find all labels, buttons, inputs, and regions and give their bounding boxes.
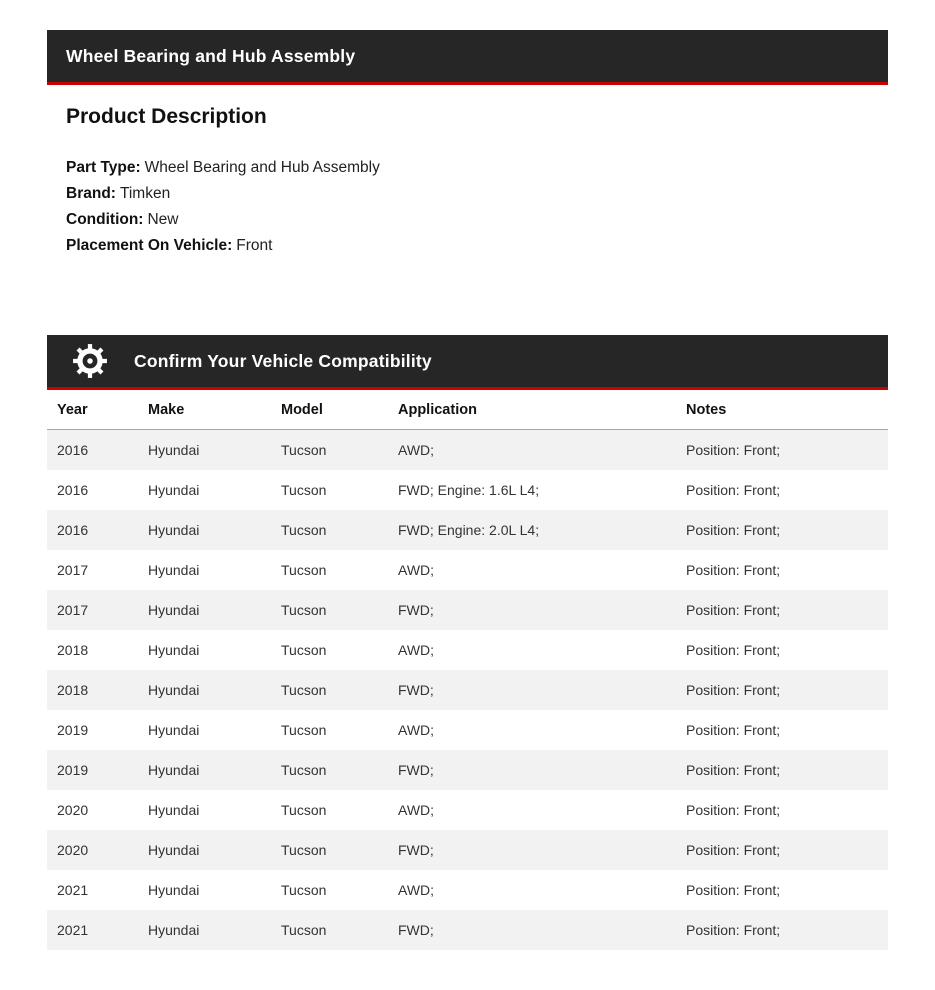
product-title-bar bbox=[47, 30, 888, 85]
table-cell: Hyundai bbox=[148, 842, 200, 858]
table-cell: Tucson bbox=[281, 842, 327, 858]
table-row bbox=[47, 870, 888, 910]
table-cell: Tucson bbox=[281, 802, 327, 818]
table-cell: Position: Front; bbox=[686, 762, 781, 778]
field-label: Placement On Vehicle: bbox=[66, 237, 233, 254]
table-row bbox=[47, 430, 888, 471]
table-cell: Hyundai bbox=[148, 602, 200, 618]
table-cell: Position: Front; bbox=[686, 882, 781, 898]
table-cell: Position: Front; bbox=[686, 922, 781, 938]
table-cell: 2021 bbox=[57, 882, 89, 898]
table-cell: Hyundai bbox=[148, 642, 200, 658]
column-header-application: Application bbox=[388, 390, 676, 430]
column-header-notes: Notes bbox=[676, 390, 888, 430]
field-value: New bbox=[147, 211, 179, 228]
table-cell: Position: Front; bbox=[686, 522, 781, 538]
description-fields bbox=[66, 155, 396, 259]
table-cell: Hyundai bbox=[148, 522, 200, 538]
table-cell: Position: Front; bbox=[686, 562, 781, 578]
table-cell: Hyundai bbox=[148, 722, 200, 738]
table-row bbox=[47, 710, 888, 750]
column-header-make: Make bbox=[138, 390, 271, 430]
table-cell: Hyundai bbox=[148, 802, 200, 818]
table-cell: Tucson bbox=[281, 722, 327, 738]
table-cell: Tucson bbox=[281, 642, 327, 658]
table-cell: Tucson bbox=[281, 522, 327, 538]
column-header-year: Year bbox=[47, 390, 138, 430]
field-value: Timken bbox=[119, 185, 171, 202]
compatibility-section bbox=[47, 335, 888, 950]
table-row bbox=[47, 910, 888, 950]
table-cell: Position: Front; bbox=[686, 722, 781, 738]
table-row bbox=[47, 510, 888, 550]
product-title: Wheel Bearing and Hub Assembly bbox=[66, 45, 356, 66]
table-cell: Hyundai bbox=[148, 682, 200, 698]
table-cell: Tucson bbox=[281, 762, 327, 778]
field-label: Part Type: bbox=[66, 159, 141, 176]
table-row bbox=[47, 630, 888, 670]
compatibility-title-bar bbox=[47, 335, 888, 390]
table-cell: 2016 bbox=[57, 482, 89, 498]
table-cell: AWD; bbox=[398, 562, 435, 578]
table-cell: Position: Front; bbox=[686, 602, 781, 618]
compatibility-table-body bbox=[47, 430, 888, 951]
table-cell: 2018 bbox=[57, 642, 89, 658]
compatibility-table bbox=[47, 390, 888, 950]
table-cell: FWD; bbox=[398, 682, 434, 698]
table-row bbox=[47, 790, 888, 830]
table-cell: 2021 bbox=[57, 922, 89, 938]
field-value: Front bbox=[236, 237, 273, 254]
table-cell: 2019 bbox=[57, 762, 89, 778]
table-row bbox=[47, 470, 888, 510]
description-field-condition bbox=[66, 207, 396, 233]
product-description-section bbox=[47, 30, 888, 293]
description-heading: Product Description bbox=[66, 105, 267, 128]
table-cell: Tucson bbox=[281, 682, 327, 698]
table-cell: Tucson bbox=[281, 482, 327, 498]
table-cell: AWD; bbox=[398, 802, 435, 818]
table-cell: Hyundai bbox=[148, 922, 200, 938]
table-cell: Position: Front; bbox=[686, 842, 781, 858]
table-header-row bbox=[47, 390, 888, 430]
table-cell: FWD; Engine: 1.6L L4; bbox=[398, 482, 540, 498]
table-row bbox=[47, 750, 888, 790]
table-cell: 2016 bbox=[57, 442, 89, 458]
field-value: Wheel Bearing and Hub Assembly bbox=[144, 159, 380, 176]
table-cell: 2020 bbox=[57, 842, 89, 858]
table-cell: Hyundai bbox=[148, 882, 200, 898]
table-cell: Tucson bbox=[281, 922, 327, 938]
table-row bbox=[47, 830, 888, 870]
table-cell: 2018 bbox=[57, 682, 89, 698]
table-cell: Hyundai bbox=[148, 562, 200, 578]
product-page bbox=[47, 30, 888, 950]
description-field-placement bbox=[66, 233, 396, 259]
table-cell: Position: Front; bbox=[686, 442, 781, 458]
table-row bbox=[47, 670, 888, 710]
table-cell: FWD; bbox=[398, 602, 434, 618]
table-row bbox=[47, 590, 888, 630]
table-cell: FWD; bbox=[398, 762, 434, 778]
column-header-model: Model bbox=[271, 390, 388, 430]
table-cell: 2019 bbox=[57, 722, 89, 738]
description-field-brand bbox=[66, 181, 396, 207]
table-cell: Tucson bbox=[281, 602, 327, 618]
table-cell: Tucson bbox=[281, 882, 327, 898]
table-cell: Tucson bbox=[281, 442, 327, 458]
description-field-part-type bbox=[66, 155, 396, 181]
table-cell: AWD; bbox=[398, 442, 435, 458]
table-row bbox=[47, 550, 888, 590]
table-cell: Position: Front; bbox=[686, 802, 781, 818]
field-label: Condition: bbox=[66, 211, 144, 228]
table-cell: 2020 bbox=[57, 802, 89, 818]
table-cell: Hyundai bbox=[148, 442, 200, 458]
table-cell: FWD; Engine: 2.0L L4; bbox=[398, 522, 540, 538]
table-cell: Hyundai bbox=[148, 482, 200, 498]
product-description-body bbox=[47, 85, 888, 293]
table-cell: Position: Front; bbox=[686, 682, 781, 698]
table-cell: 2016 bbox=[57, 522, 89, 538]
table-cell: FWD; bbox=[398, 922, 434, 938]
table-cell: AWD; bbox=[398, 882, 435, 898]
table-cell: 2017 bbox=[57, 602, 89, 618]
gear-icon bbox=[72, 343, 108, 379]
table-cell: FWD; bbox=[398, 842, 434, 858]
table-cell: Hyundai bbox=[148, 762, 200, 778]
field-label: Brand: bbox=[66, 185, 116, 202]
table-cell: 2017 bbox=[57, 562, 89, 578]
table-cell: Position: Front; bbox=[686, 642, 781, 658]
table-cell: AWD; bbox=[398, 722, 435, 738]
table-cell: AWD; bbox=[398, 642, 435, 658]
compatibility-title: Confirm Your Vehicle Compatibility bbox=[134, 350, 432, 371]
table-cell: Tucson bbox=[281, 562, 327, 578]
table-cell: Position: Front; bbox=[686, 482, 781, 498]
